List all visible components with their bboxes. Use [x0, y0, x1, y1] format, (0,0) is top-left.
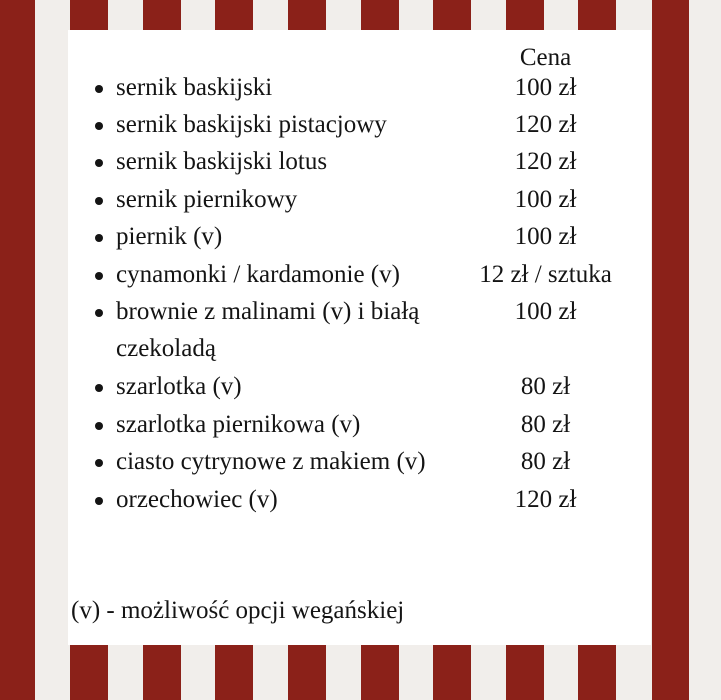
menu-item [68, 257, 651, 293]
vegan-note: (v) - możliwość opcji wegańskiej [71, 597, 405, 624]
item-price: 120 zł [514, 111, 577, 138]
item-name: sernik baskijski lotus [116, 148, 328, 175]
bullet-icon [95, 422, 103, 430]
bullet-icon [95, 197, 103, 205]
stripe [0, 0, 35, 700]
menu-panel [68, 30, 651, 645]
menu-item [68, 482, 651, 518]
item-price: 100 zł [514, 74, 577, 101]
menu-item [68, 219, 651, 255]
menu-item [68, 70, 651, 106]
bullet-icon [95, 272, 103, 280]
item-name: ciasto cytrynowe z makiem (v) [116, 448, 426, 475]
menu-item [68, 407, 651, 443]
item-name: orzechowiec (v) [116, 486, 278, 513]
item-name: szarlotka (v) [116, 373, 242, 400]
bullet-icon [95, 309, 103, 317]
item-price: 80 zł [520, 373, 571, 400]
bullet-icon [95, 384, 103, 392]
bullet-icon [95, 85, 103, 93]
menu-item [68, 144, 651, 180]
bullet-icon [95, 122, 103, 130]
price-header: Cena [519, 44, 572, 71]
menu-item [68, 182, 651, 218]
menu-item [68, 107, 651, 143]
item-name: sernik baskijski pistacjowy [116, 111, 387, 138]
item-price: 100 zł [514, 298, 577, 325]
item-name: brownie z malinami (v) i białą [116, 298, 420, 325]
item-price: 120 zł [514, 148, 577, 175]
bullet-icon [95, 459, 103, 467]
item-name: piernik (v) [116, 223, 223, 250]
item-name: sernik baskijski [116, 74, 273, 101]
stripe [652, 0, 689, 700]
item-name: cynamonki / kardamonie (v) [116, 261, 400, 288]
item-price: 100 zł [514, 223, 577, 250]
item-price: 80 zł [520, 448, 571, 475]
item-name: sernik piernikowy [116, 186, 298, 213]
menu-item [68, 444, 651, 480]
bullet-icon [95, 234, 103, 242]
item-price: 100 zł [514, 186, 577, 213]
item-price: 12 zł / sztuka [479, 261, 612, 288]
item-name: szarlotka piernikowa (v) [116, 411, 361, 438]
menu-item [68, 369, 651, 405]
item-price: 80 zł [520, 411, 571, 438]
item-name-continued: czekoladą [116, 335, 216, 362]
bullet-icon [95, 159, 103, 167]
bullet-icon [95, 497, 103, 505]
item-price: 120 zł [514, 486, 577, 513]
menu-item [68, 294, 651, 362]
